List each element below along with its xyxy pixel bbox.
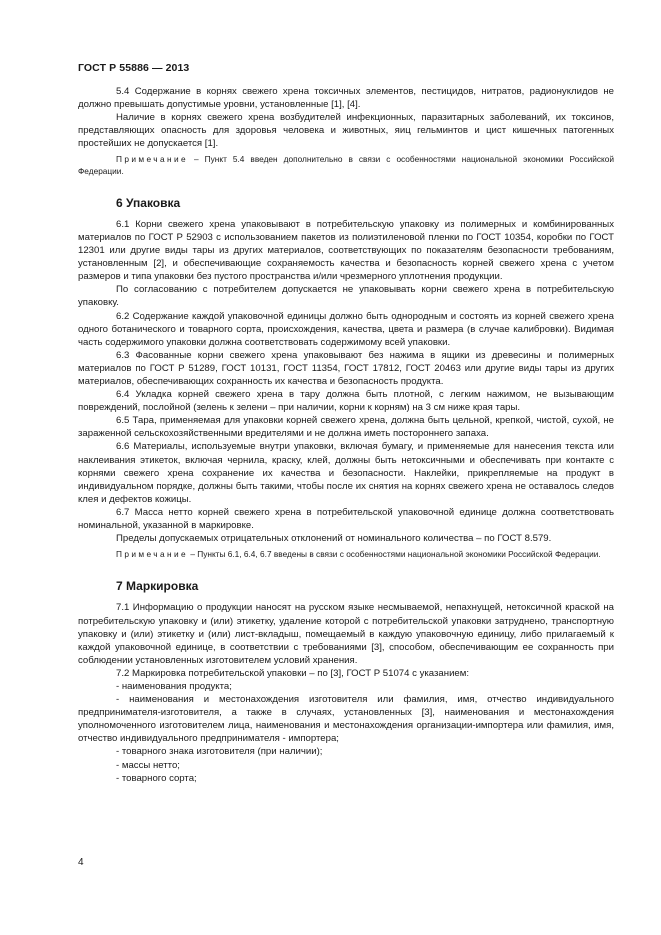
paragraph-7-1: 7.1 Информацию о продукции наносят на русском языке несмываемой, непахнущей, нетоксичной краской на потребительскую упаковку и (или) этикетку, удаление которой с потребительской упаковки затруднено, транспортную упаковку и (или) этикетку и (или) лист-вкладыш, помещаемый в каждую упаковочную единицу, либо прилагаемый к каждой упаковочной единице, в соответствии с требованиями [3], способом, обеспечивающим ее сохранность при соблюдении установленных изготовителем условий хранения. [78,602,614,666]
note-label: Примечание [116,154,189,165]
paragraph-6-4: 6.4 Укладка корней свежего хрена в тару должна быть плотной, с легким нажимом, не вызывающим повреждений, послойной (зелень к зелени – при наличии, корни к корням) на 3 см ниже края тары. [78,389,614,414]
list-item: - массы нетто; [116,759,180,771]
paragraph-5-4-continued: Наличие в корнях свежего хрена возбудителей инфекционных, паразитарных заболеваний, их токсинов, представляющих опасность для здоровья человека и животных, яиц гельминтов и цист кишечных патогенных простейших не допускается [1]. [78,112,614,150]
paragraph-6-3: 6.3 Фасованные корни свежего хрена упаковывают без нажима в ящики из древесины и полимерных материалов по ГОСТ Р 51289, ГОСТ 10131, ГОСТ 11354, ГОСТ 17812, ГОСТ 20463 или другие виды тары из других материалов, обеспечивающих сохранность их качества и безопасность продукта. [78,349,614,387]
note-label: Примечание [116,549,189,560]
list-item: - наименования и местонахождения изготовителя или фамилия, имя, отчество индивидуального предпринимателя-изготовителя, а также в случаях, установленных [3], наименования и местонахождения уполномоченного изготовителем лица, наименования и местонахождения организации-импортера или фамилия, имя, отчество индивидуального предпринимателя - импортера; [78,694,614,745]
list-item: - товарного сорта; [116,772,197,784]
standard-header: ГОСТ Р 55886 — 2013 [78,62,190,74]
note-section-5 [78,154,614,176]
section-7-heading: 7 Маркировка [116,579,199,594]
page-number: 4 [78,857,84,868]
paragraph-5-4: 5.4 Содержание в корнях свежего хрена токсичных элементов, пестицидов, нитратов, радионуклидов не должно превышать допустимые уровни, установленные [1], [4]. [78,86,614,111]
section-6-heading: 6 Упаковка [116,195,181,210]
paragraph-6-5: 6.5 Тара, применяемая для упаковки корней свежего хрена, должна быть цельной, крепкой, чистой, сухой, не зараженной сельскохозяйственными вредителями и не должна иметь постороннего запаха. [78,415,614,440]
paragraph-6-2: 6.2 Содержание каждой упаковочной единицы должно быть однородным и состоять из корней свежего хрена одного ботанического и товарного сорта, происхождения, качества, цвета и размера (в случае калибровки). Видимая часть содержимого упаковки должна соответствовать содержимому всей упаковки. [78,310,614,348]
note-text: – Пункт 5.4 введен дополнительно в связи с особенностями национальной экономики Российской Федерации. [78,154,614,176]
paragraph-6-7: 6.7 Масса нетто корней свежего хрена в потребительской упаковочной единице должна соответствовать номинальной, указанной в маркировке. [78,506,614,532]
paragraph-6-7-limits: Пределы допускаемых отрицательных отклонений от номинального количества – по ГОСТ 8.579. [116,533,552,545]
paragraph-6-1: 6.1 Корни свежего хрена упаковывают в потребительскую упаковку из полимерных и комбинированных материалов по ГОСТ Р 52903 с использованием пакетов из полиэтиленовой пленки по ГОСТ 10354, коробки по ГОСТ 12301 или другие виды тары из других материалов, соответствующих по показателям безопасности требованиям, установленным [2], и обеспечивающие сохраняемость качества и безопасность корней свежего хрена с учетом размеров и типа упаковки без пустого пространства и/или чрезмерного уплотнения продукции. [78,218,614,283]
paragraph-6-1-agreement: По согласованию с потребителем допускается не упаковывать корни свежего хрена в потребительскую упаковку. [78,284,614,309]
note-text: – Пункты 6.1, 6.4, 6.7 введены в связи с особенностями национальной экономики Российской Федерации. [188,549,601,560]
note-section-6 [78,549,614,560]
paragraph-7-2: 7.2 Маркировка потребительской упаковки – по [3], ГОСТ Р 51074 с указанием: [116,667,470,679]
list-item: - наименования продукта; [116,680,232,692]
paragraph-6-6: 6.6 Материалы, используемые внутри упаковки, включая бумагу, и применяемые для нанесения текста или наклеивания этикеток, включая чернила, краску, клей, должны быть нетоксичными и обеспечивать при контакте с корнями свежего хрена сохранение их качества и безопасности. Наклейки, прикрепляемые на продукт в индивидуальном порядке, должны быть такими, чтобы после их снятия на корнях свежего хрена не оставалось следов клея и дефектов кожицы. [78,441,614,505]
document-page [78,0,614,935]
page-content [78,85,614,785]
list-item: - товарного знака изготовителя (при наличии); [116,746,323,758]
